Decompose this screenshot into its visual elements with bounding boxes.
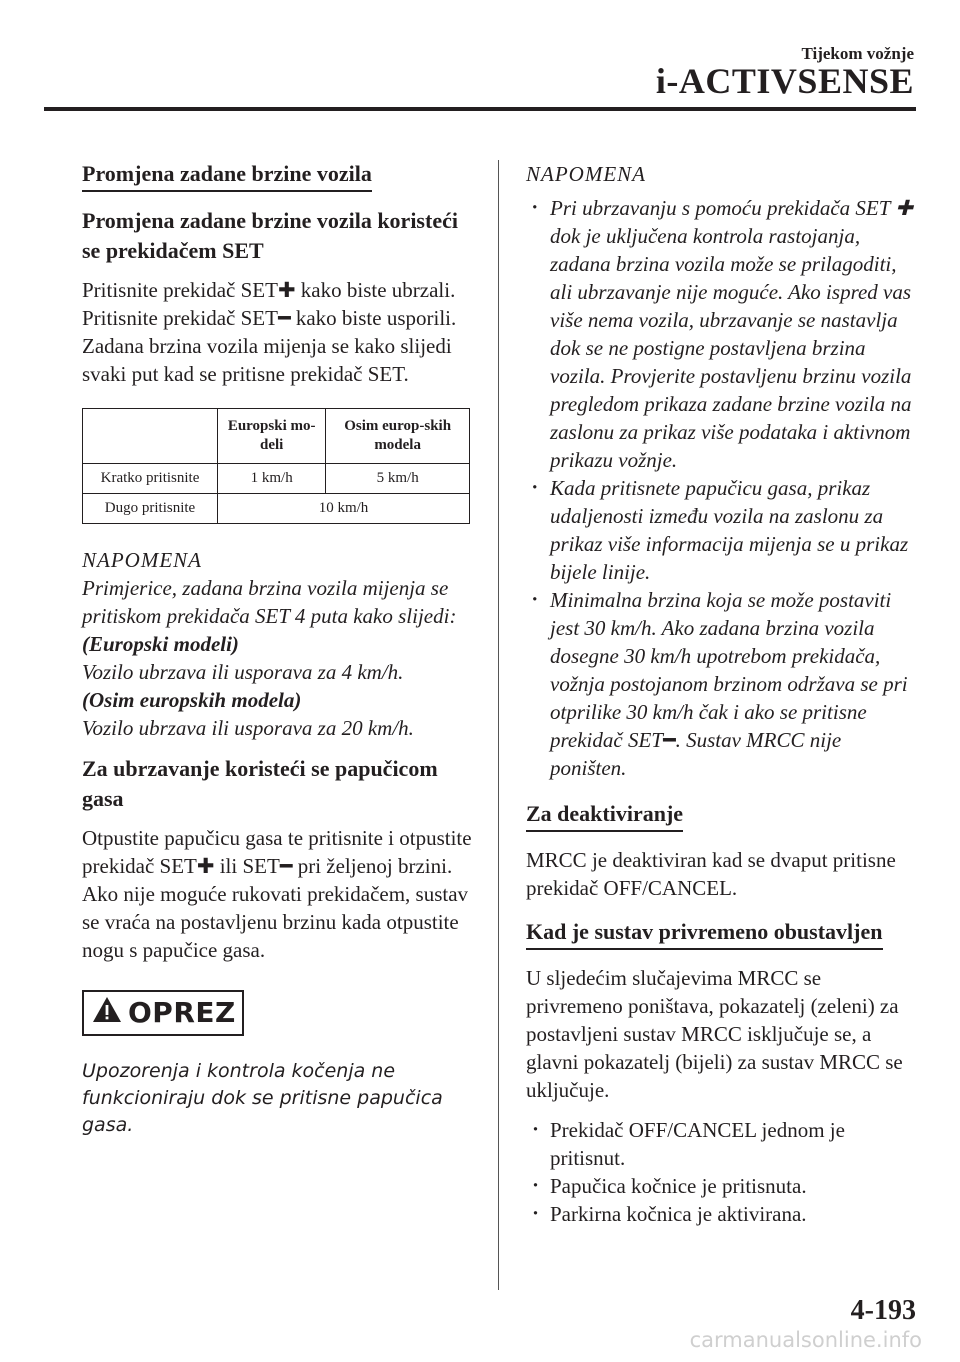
note-label: NAPOMENA [526, 162, 646, 186]
table-cell: 1 km/h [218, 464, 326, 494]
table-header-row [83, 409, 470, 464]
list-item: · Kada pritisnete papučicu gasa, prikaz udaljenosti između vozila na zaslonu za prikaz više informacija mijenja se u prikaz bijele linije. [526, 474, 921, 586]
paragraph-deactivate: MRCC je deaktiviran kad se dvaput pritisne prekidač OFF/CANCEL. [526, 848, 896, 900]
note-eu-label: (Europski modeli) [82, 632, 239, 656]
heading-suspended: Kad je sustav privremeno obustavljen [526, 918, 883, 950]
list-item: · Prekidač OFF/CANCEL jednom je pritisnut. [526, 1116, 921, 1172]
speed-table [82, 408, 470, 524]
page-number: 4-193 [850, 1295, 916, 1326]
note-list [526, 194, 921, 782]
table-row [83, 464, 470, 494]
paragraph-accelerate: Pritisnite prekidač SET✚ kako biste ubrzali. [82, 278, 456, 302]
header-section-label: Tijekom vožnje [801, 44, 914, 63]
right-column [526, 160, 921, 1240]
header-rule [44, 107, 916, 111]
table-cell: Kratko pritisnite [83, 464, 218, 494]
table-header-cell [83, 409, 218, 464]
heading-accelerator: Za ubrzavanje koristeći se papučicom gasa [82, 756, 438, 811]
header-title: i-ACTIVSENSE [655, 61, 914, 101]
note-label: NAPOMENA [82, 548, 202, 572]
caution-label: OPREZ [128, 996, 236, 1029]
note-eu-text: Vozilo ubrzava ili usporava za 4 km/h. [82, 660, 404, 684]
caution-box [82, 990, 244, 1036]
table-cell: 5 km/h [326, 464, 470, 494]
paragraph-accelerator: Otpustite papučicu gasa te pritisnite i otpustite prekidač SET✚ ili SET━ pri željenoj brzini. Ako nije moguće rukovati prekidačem, sustav se vraća na postavljenu brzinu kada otpustite nogu s papučice gasa. [82, 826, 472, 962]
table-header-cell: Europski mo-deli [218, 409, 326, 464]
watermark-text: carmanualsonline.info [689, 1328, 922, 1352]
note-non-eu-label: (Osim europskih modela) [82, 688, 302, 712]
heading-change-speed: Promjena zadane brzine vozila [82, 160, 372, 192]
left-column [82, 160, 472, 1139]
caution-text: Upozorenja i kontrola kočenja ne funkcioniraju dok se pritisne papučica gasa. [82, 1060, 443, 1136]
table-cell: Dugo pritisnite [83, 494, 218, 524]
column-divider [498, 160, 499, 1290]
paragraph-suspended: U sljedećim slučajevima MRCC se privremeno poništava, pokazatelj (zeleni) za postavljeni sustav MRCC isključuje se, a glavni pokazatelj (bijeli) za sustav MRCC se uključuje. [526, 966, 903, 1102]
note-block [82, 546, 472, 742]
note-text: Primjerice, zadana brzina vozila mijenja se pritiskom prekidača SET 4 puta kako slijedi: [82, 576, 457, 628]
paragraph-speed-change: Zadana brzina vozila mijenja se kako slijedi svaki put kad se pritisne prekidač SET. [82, 334, 452, 386]
suspend-list [526, 1116, 921, 1228]
warning-triangle-icon [92, 996, 122, 1030]
table-header-cell: Osim europ-skih modela [326, 409, 470, 464]
table-row [83, 494, 470, 524]
note-non-eu-text: Vozilo ubrzava ili usporava za 20 km/h. [82, 716, 414, 740]
list-item: · Pri ubrzavanju s pomoću prekidača SET ✚ dok je uključena kontrola rastojanja, zadana brzina vozila može se prilagoditi, ali ubrzavanje nije moguće. Ako ispred vas više nema vozila, ubrzavanje se nastavlja dok se ne postigne postavljena brzina vozila. Provjerite postavljenu brzinu vozila pregledom prikaza zadane brzine vozila na zaslonu za prikaz više podataka i aktivnom prikazu vožnje. [526, 194, 921, 474]
list-item: · Papučica kočnice je pritisnuta. [526, 1172, 921, 1200]
table-cell: 10 km/h [218, 494, 470, 524]
heading-deactivate: Za deaktiviranje [526, 800, 683, 832]
list-item: · Parkirna kočnica je aktivirana. [526, 1200, 921, 1228]
list-item: · Minimalna brzina koja se može postaviti jest 30 km/h. Ako zadana brzina vozila dosegne 30 km/h upotrebom prekidača, vožnja postojanom brzinom održava se pri otprilike 30 km/h čak i ako se pritisne prekidač SET━. Sustav MRCC nije poništen. [526, 586, 921, 782]
heading-set-switch: Promjena zadane brzine vozila koristeći se prekidačem SET [82, 208, 458, 263]
paragraph-decelerate: Pritisnite prekidač SET━ kako biste usporili. [82, 306, 457, 330]
